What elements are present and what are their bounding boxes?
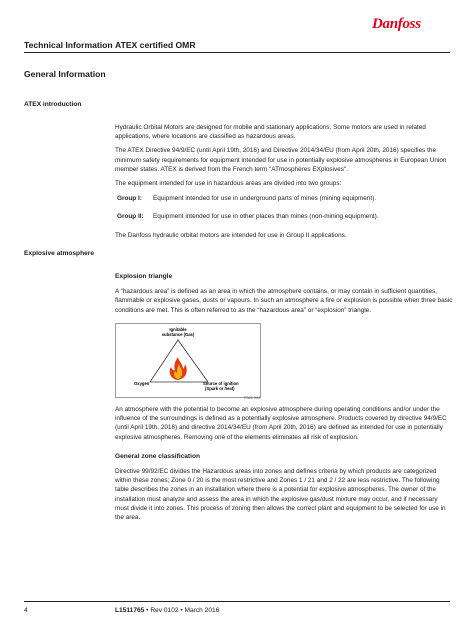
header-rule xyxy=(24,52,450,53)
group-text: Equipment intended for use in other places than mines (non-mining equipment). xyxy=(153,213,379,221)
label-ignition-1: Source of ignition xyxy=(203,381,239,386)
paragraph: Directive 99/92/EC divides the Hazardous areas into zones and defines criteria by which products are categorized within these zones; Zone 0 / 20 is the most restrictive and Zones 1 / 21 and 2 / 22 are less restrictive. The following table describes the zones in an installation where there is a potential for explosive atmospheres. The owner of the installation must analyze and assess the area in which the explosive gas/dust mixture may occur, and if necessary must divide it into zones. This process of zoning then allows the correct plant and equipment to be selected for use in the area. xyxy=(115,468,446,522)
atex-intro-text xyxy=(115,123,453,245)
group-label: Group I: xyxy=(117,195,142,203)
doc-category: Technical Information xyxy=(24,40,113,50)
section-title: General Information xyxy=(24,69,106,79)
doc-title: ATEX certified OMR xyxy=(115,40,196,50)
paragraph: Hydraulic Orbital Motors are designed for mobile and stationary applications. Some motors are used in related applications, where locations are classified as hazardous areas. xyxy=(115,124,426,141)
explosion-triangle-figure xyxy=(115,323,261,398)
page-number: 4 xyxy=(24,607,28,614)
danfoss-logo: Danfoss xyxy=(372,16,421,32)
paragraph: The Danfoss hydraulic orbital motors are intended for use in Group II applications. xyxy=(115,231,347,239)
subheading: General zone classification xyxy=(115,452,201,460)
explosive-atmosphere-text xyxy=(115,405,453,527)
paragraph: A “hazardous area” is defined as an area in which the atmosphere contains, or may contain in sufficient quantities, flammable or explosive gases, dusts or vapours. In such an atmosphere a fire or explosion is possible when three basic conditions are met. This is often referred to as the “hazardous area” or “explosion” triangle. xyxy=(115,288,453,314)
paragraph: An atmosphere with the potential to become an explosive atmosphere during operating conditions and/or under the influence of the surroundings is defined as a potentially explosive atmosphere. Products covered by directive 94/9/EC (until April 19th, 2016) and directive 2014/34/EU (from April 20th, 2016) are defined as intended for use in potentially explosive atmospheres. Removing one of the elements eliminates all risk of explosion. xyxy=(115,406,447,441)
side-label-atex: ATEX introduction xyxy=(24,101,82,108)
revision-text: • Rev 0102 • March 2016 xyxy=(144,607,220,614)
explosion-triangle-text xyxy=(115,272,453,320)
figure-code: P301 904 xyxy=(244,396,261,400)
label-ignition-2: (Spark or heat) xyxy=(205,386,235,391)
label-fuel-2: substance (Gas) xyxy=(161,332,195,337)
flame-icon xyxy=(170,357,187,380)
group-text: Equipment intended for use in underground parts of mines (mining equipment). xyxy=(153,195,377,203)
group-label: Group II: xyxy=(117,213,144,221)
label-oxygen: Oxygen xyxy=(134,381,150,386)
triangle-diagram xyxy=(116,324,260,397)
label-fuel-1: Ignitable xyxy=(169,327,187,332)
paragraph: The equipment intended for use in hazardous areas are divided into two groups: xyxy=(115,180,342,188)
side-label-explosive: Explosive atmosphere xyxy=(24,250,94,257)
subheading: Explosion triangle xyxy=(115,273,173,280)
group-row xyxy=(115,194,453,203)
group-row xyxy=(115,212,453,221)
footer-rule xyxy=(24,601,450,602)
doc-reference xyxy=(115,607,219,614)
paragraph: The ATEX Directive 94/9/EC (until April 19th, 2016) and Directive 2014/34/EU (from April 20th, 2016) specifies the minimum safety requirements for equipment intended for use in potentially explosive atmospheres in European Union member states. ATEX is derived from the French term "ATmosphères EXplosives". xyxy=(115,147,447,173)
doc-id: L1511765 xyxy=(115,607,145,614)
